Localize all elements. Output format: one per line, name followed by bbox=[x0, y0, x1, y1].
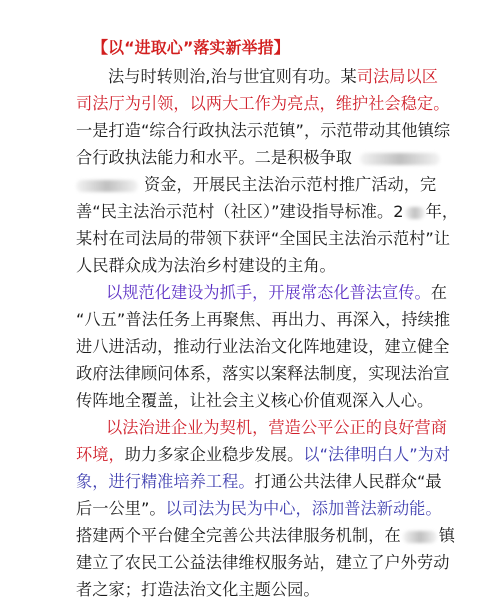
text-line bbox=[76, 92, 500, 116]
highlight-text-blue: 象，进行精准培养工程。 bbox=[76, 472, 255, 491]
text-segment: 某村在司法局的带领下获评“全国民主法治示范村”让 bbox=[76, 229, 451, 248]
text-line bbox=[76, 335, 500, 359]
text-segment: 建立了农民工公益法律维权服务站，建立了户外劳动 bbox=[76, 553, 450, 572]
highlight-text-blue: 以司法为民为中心，添加普法新动能。 bbox=[165, 499, 442, 518]
text-segment: “八五”普法任务上再聚焦、再出力、再深入，持续推 bbox=[76, 310, 451, 329]
text-line bbox=[76, 389, 500, 413]
redacted-text bbox=[360, 153, 440, 165]
text-segment: 进八进活动，推动行业法治文化阵地建设，建立健全 bbox=[76, 337, 450, 356]
text-segment: 搭建两个平台健全完善公共法律服务机制，在 bbox=[76, 526, 401, 545]
text-segment: 传阵地全覆盖，让社会主义核心价值观深入人心。 bbox=[76, 391, 434, 410]
text-line bbox=[106, 281, 500, 305]
text-line bbox=[76, 470, 500, 494]
text-line bbox=[76, 524, 500, 548]
text-line bbox=[76, 254, 500, 278]
text-line bbox=[108, 65, 500, 89]
text-segment: 合行政执法能力和水平。二是积极争取 bbox=[76, 148, 353, 167]
redacted-text bbox=[405, 207, 425, 219]
redacted-text bbox=[403, 531, 437, 543]
text-line bbox=[76, 227, 500, 251]
highlight-text-red: 环境， bbox=[76, 445, 125, 464]
highlight-text-blue: 以“法律明白人”为对 bbox=[303, 445, 451, 464]
text-segment: 镇 bbox=[438, 526, 455, 545]
text-line bbox=[76, 578, 500, 602]
text-line bbox=[76, 119, 500, 143]
text-segment: 善“民主法治示范村（社区）”建设指导标准。2 bbox=[76, 202, 404, 221]
text-line bbox=[106, 416, 500, 440]
redacted-text bbox=[76, 180, 138, 192]
text-line bbox=[76, 200, 500, 224]
text-line bbox=[76, 146, 500, 170]
section-heading: 【以“进取心”落实新举措】 bbox=[92, 38, 290, 57]
text-segment: 在 bbox=[430, 283, 447, 302]
text-segment: 者之家；打造法治文化主题公园。 bbox=[76, 580, 320, 599]
text-segment: 政府法律顾问体系，落实以案释法制度，实现法治宣 bbox=[76, 364, 450, 383]
highlight-text-red: 司法厅为引领，以两大工作为亮点，维护社会稳定。 bbox=[76, 94, 450, 113]
text-line bbox=[76, 497, 500, 521]
highlight-text-purple: 以规范化建设为抓手，开展常态化普法宣传。 bbox=[106, 283, 431, 302]
text-segment: 年， bbox=[425, 202, 459, 221]
text-segment: 人民群众成为法治乡村建设的主角。 bbox=[76, 256, 336, 275]
text-line bbox=[76, 362, 500, 386]
text-line bbox=[76, 443, 500, 467]
highlight-text-red: 以法治进企业为契机，营造公平公正的良好营商 bbox=[106, 418, 447, 437]
text-segment: 资金，开展民主法治示范村推广活动，完 bbox=[144, 175, 437, 194]
text-segment: 后一公里”。 bbox=[76, 499, 166, 518]
text-segment: 一是打造“综合行政执法示范镇”，示范带动其他镇综 bbox=[76, 121, 451, 140]
text-segment: 法与时转则治,治与世宜则有功。某 bbox=[108, 67, 357, 86]
text-line bbox=[76, 308, 500, 332]
highlight-text-red: 司法局以区 bbox=[356, 67, 438, 86]
text-line bbox=[76, 173, 500, 197]
text-segment: 打通公共法律人民群众“最 bbox=[254, 472, 442, 491]
text-segment: 助力多家企业稳步发展。 bbox=[124, 445, 304, 464]
text-line bbox=[76, 551, 500, 575]
